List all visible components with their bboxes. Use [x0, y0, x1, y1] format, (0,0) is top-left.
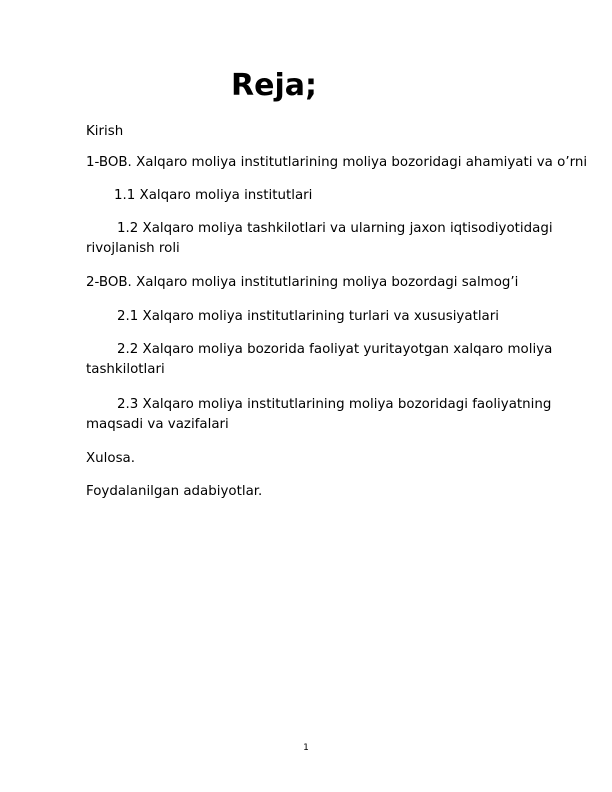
toc-entry-chapter-1: 1-BOB. Xalqaro moliya institutlarining moliya bozoridagi ahamiyati va o’rni	[86, 155, 588, 170]
toc-entry-references: Foydalanilgan adabiyotlar.	[86, 484, 263, 499]
toc-entry-section-2-2: 2.2 Xalqaro moliya bozorida faoliyat yuritayotgan xalqaro moliya tashkilotlari	[86, 342, 553, 377]
toc-entry-section-1-2: 1.2 Xalqaro moliya tashkilotlari va ularning jaxon iqtisodiyotidagi rivojlanish roli	[86, 221, 553, 256]
page-title: Reja;	[231, 68, 317, 103]
toc-entry-section-1-1: 1.1 Xalqaro moliya institutlari	[114, 188, 313, 203]
toc-entry-section-2-3: 2.3 Xalqaro moliya institutlarining moliya bozoridagi faoliyatning maqsadi va vazifalari	[86, 397, 552, 432]
page-number: 1	[303, 743, 309, 753]
toc-entry-section-2-1: 2.1 Xalqaro moliya institutlarining turlari va xususiyatlari	[117, 309, 499, 324]
toc-entry-introduction: Kirish	[86, 124, 124, 139]
toc-entry-chapter-2: 2-BOB. Xalqaro moliya institutlarining moliya bozordagi salmog’i	[86, 275, 519, 290]
toc-entry-conclusion: Xulosa.	[86, 451, 136, 466]
